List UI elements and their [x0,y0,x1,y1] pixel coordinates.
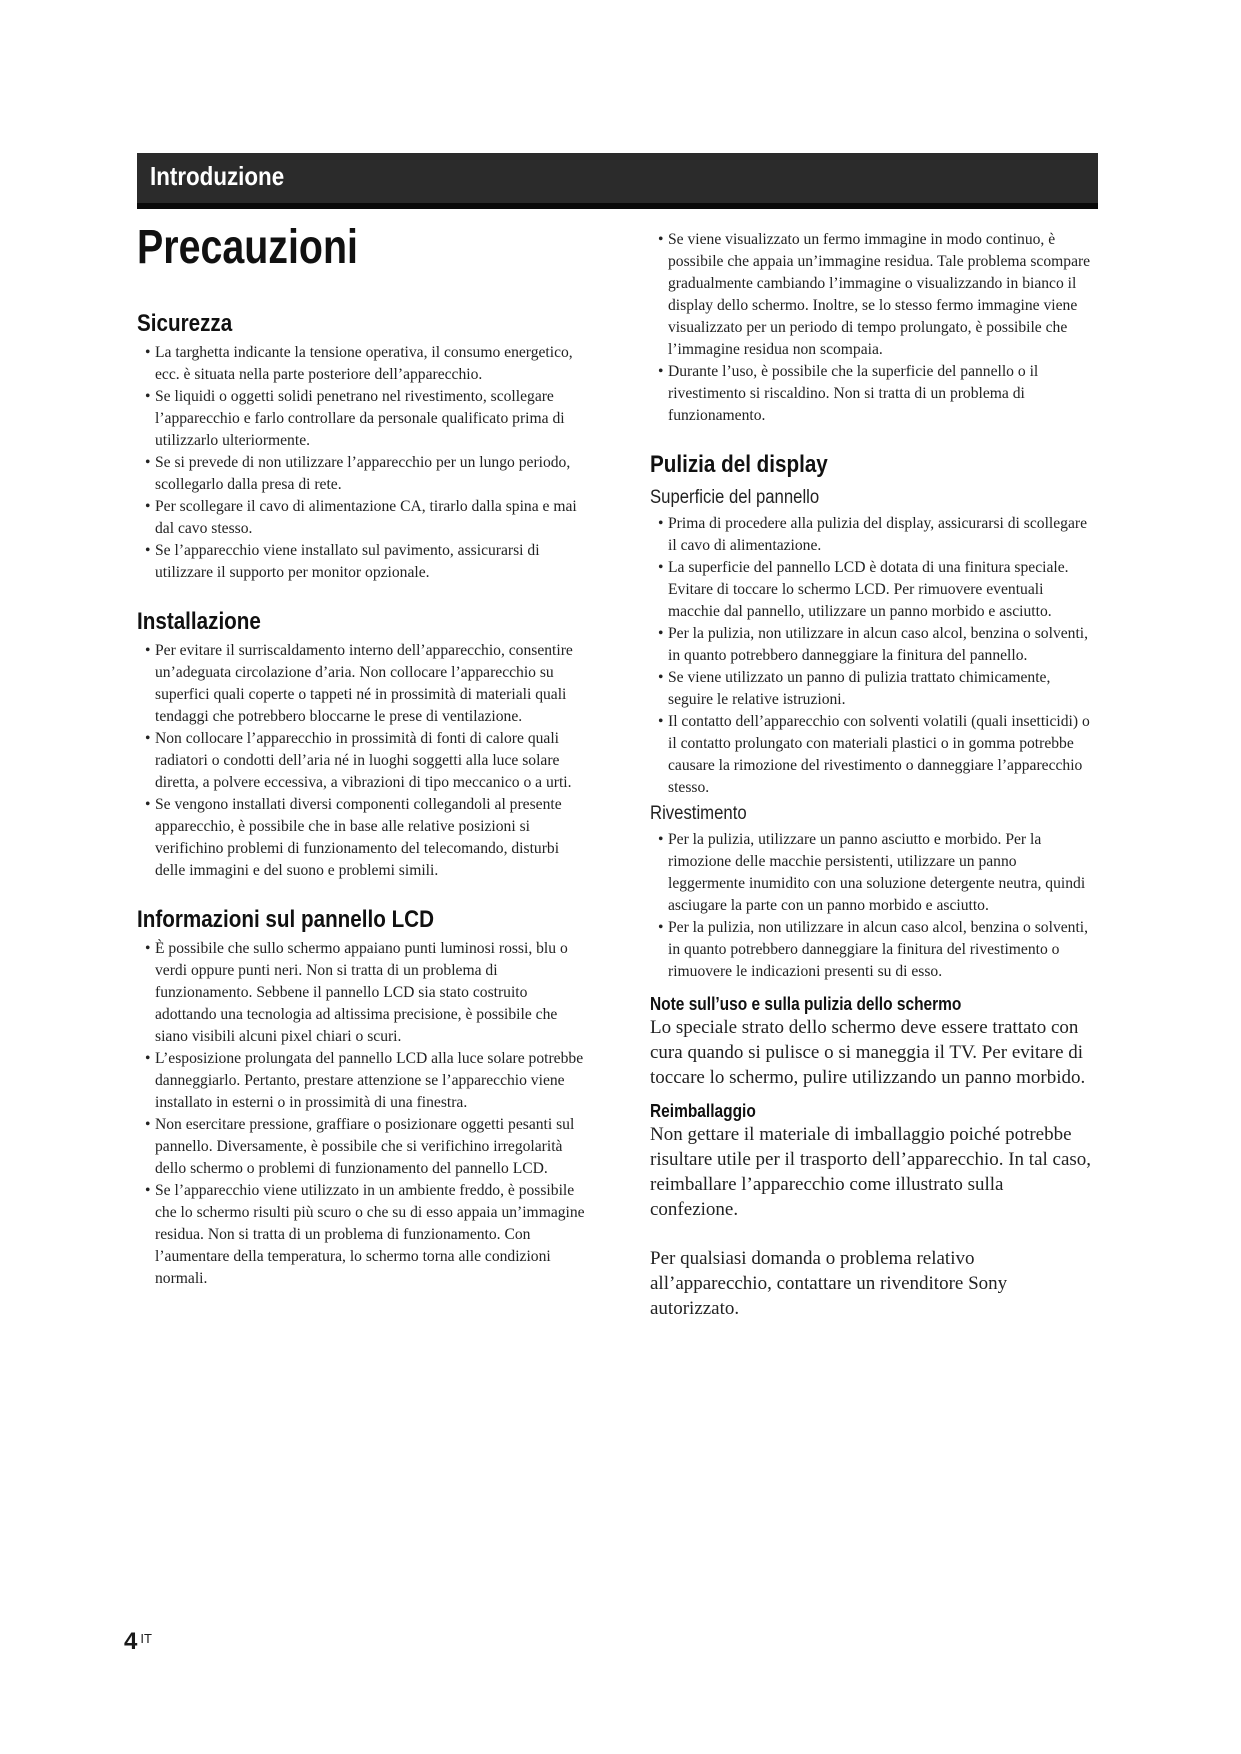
list-item: • Se si prevede di non utilizzare l’apparecchio per un lungo periodo, scollegarlo dalla presa di rete. [137,452,587,496]
list-item: • Se viene utilizzato un panno di pulizia trattato chimicamente, seguire le relative istruzioni. [650,667,1095,711]
list-rivestimento [650,829,1095,983]
list-installazione [137,640,587,882]
list-item: • Per scollegare il cavo di alimentazione CA, tirarlo dalla spina e mai dal cavo stesso. [137,496,587,540]
reimballaggio-text: Non gettare il materiale di imballaggio poiché potrebbe risultare utile per il trasporto dell’apparecchio. In tal caso, reimballare l’apparecchio come illustrato sulla confezione. [650,1124,1092,1220]
list-item: • L’esposizione prolungata del pannello LCD alla luce solare potrebbe danneggiarlo. Pertanto, prestare attenzione se l’apparecchio viene installato in esterni o in prossimità di una finestra. [137,1048,587,1114]
page-number-value: 4 [124,1628,138,1655]
contact-text: Per qualsiasi domanda o problema relativo all’apparecchio, contattare un rivenditore Sony autorizzato. [650,1248,1008,1319]
heading-pulizia: Pulizia del display [650,451,828,478]
list-item: • È possibile che sullo schermo appaiano punti luminosi rossi, blu o verdi oppure punti neri. Non si tratta di un problema di funzionamento. Sebbene il pannello LCD sia stato costruito adottando una tecnologia ad altissima precisione, è possibile che siano visibili alcuni pixel chiari o scuri. [137,938,587,1048]
list-superficie [650,513,1095,799]
list-item: • Per la pulizia, non utilizzare in alcun caso alcol, benzina o solventi, in quanto potrebbero danneggiare la finitura del rivestimento o rimuovere le indicazioni presenti su di esso. [650,917,1095,983]
list-item: • Se l’apparecchio viene utilizzato in un ambiente freddo, è possibile che lo schermo risulti più scuro o che su di esso appaia un’immagine residua. Non si tratta di un problema di funzionamento. Con l’aumentare della temperatura, lo schermo torna alle condizioni normali. [137,1180,587,1290]
right-column [650,229,1095,1321]
page-number [124,1628,152,1656]
list-item: • Se viene visualizzato un fermo immagine in modo continuo, è possibile che appaia un’immagine residua. Tale problema scompare gradualmente cambiando l’immagine o visualizzando in bianco il display dello schermo. Inoltre, se lo stesso fermo immagine viene visualizzato per un periodo di tempo prolungato, è possibile che l’immagine residua non scompaia. [650,229,1095,361]
heading-installazione: Installazione [137,608,261,635]
heading-sicurezza: Sicurezza [137,310,233,337]
list-item: • La targhetta indicante la tensione operativa, il consumo energetico, ecc. è situata nella parte posteriore dell’apparecchio. [137,342,587,386]
list-item: • Per la pulizia, utilizzare un panno asciutto e morbido. Per la rimozione delle macchie persistenti, utilizzare un panno leggermente inumidito con una soluzione detergente neutra, quindi asciugare la parte con un panno morbido e asciutto. [650,829,1095,917]
list-lcd-continued [650,229,1095,427]
list-item: • La superficie del pannello LCD è dotata di una finitura speciale. Evitare di toccare lo schermo LCD. Per rimuovere eventuali macchie dal pannello, utilizzare un panno morbido e asciutto. [650,557,1095,623]
list-lcd [137,938,587,1290]
list-item: • Prima di procedere alla pulizia del display, assicurarsi di scollegare il cavo di alimentazione. [650,513,1095,557]
list-item: • Per evitare il surriscaldamento interno dell’apparecchio, consentire un’adeguata circolazione d’aria. Non collocare l’apparecchio su superfici quali coperte o tappeti né in prossimità di materiali quali tendaggi che potrebbero bloccarne le prese di ventilazione. [137,640,587,728]
list-item: • Se vengono installati diversi componenti collegandoli al presente apparecchio, è possibile che in base alle relative posizioni si verifichino problemi di funzionamento del telecomando, disturbi delle immagini e del suono e problemi simili. [137,794,587,882]
note-text: Lo speciale strato dello schermo deve essere trattato con cura quando si pulisce o si maneggia il TV. Per evitare di toccare lo schermo, pulire utilizzando un panno morbido. [650,1017,1086,1088]
heading-lcd: Informazioni sul pannello LCD [137,906,434,933]
section-band [137,153,1098,209]
list-item: • Se l’apparecchio viene installato sul pavimento, assicurarsi di utilizzare il supporto per monitor opzionale. [137,540,587,584]
list-sicurezza [137,342,587,584]
list-item: • Per la pulizia, non utilizzare in alcun caso alcol, benzina o solventi, in quanto potrebbero danneggiare la finitura del pannello. [650,623,1095,667]
subheading-superficie: Superficie del pannello [650,487,820,508]
heading-note: Note sull’uso e sulla pulizia dello schermo [650,994,962,1014]
list-item: • Non esercitare pressione, graffiare o posizionare oggetti pesanti sul pannello. Diversamente, è possibile che si verifichino irregolarità dello schermo o problemi di funzionamento del pannello LCD. [137,1114,587,1180]
section-title: Introduzione [150,161,285,191]
list-item: • Il contatto dell’apparecchio con solventi volatili (quali insetticidi) o il contatto prolungato con materiali plastici o in gomma potrebbe causare la rimozione del rivestimento o danneggiare l’apparecchio stesso. [650,711,1095,799]
list-item: • Non collocare l’apparecchio in prossimità di fonti di calore quali radiatori o condotti dell’aria né in luoghi soggetti alla luce solare diretta, a polvere eccessiva, a vibrazioni di tipo meccanico o a urti. [137,728,587,794]
left-column [137,310,587,1290]
subheading-rivestimento: Rivestimento [650,803,747,824]
page-language: IT [140,1630,152,1646]
list-item: • Durante l’uso, è possibile che la superficie del pannello o il rivestimento si riscaldino. Non si tratta di un problema di funzionamento. [650,361,1095,427]
list-item: • Se liquidi o oggetti solidi penetrano nel rivestimento, scollegare l’apparecchio e farlo controllare da personale qualificato prima di utilizzarlo ulteriormente. [137,386,587,452]
page-title: Precauzioni [137,221,358,274]
heading-reimballaggio: Reimballaggio [650,1101,756,1121]
